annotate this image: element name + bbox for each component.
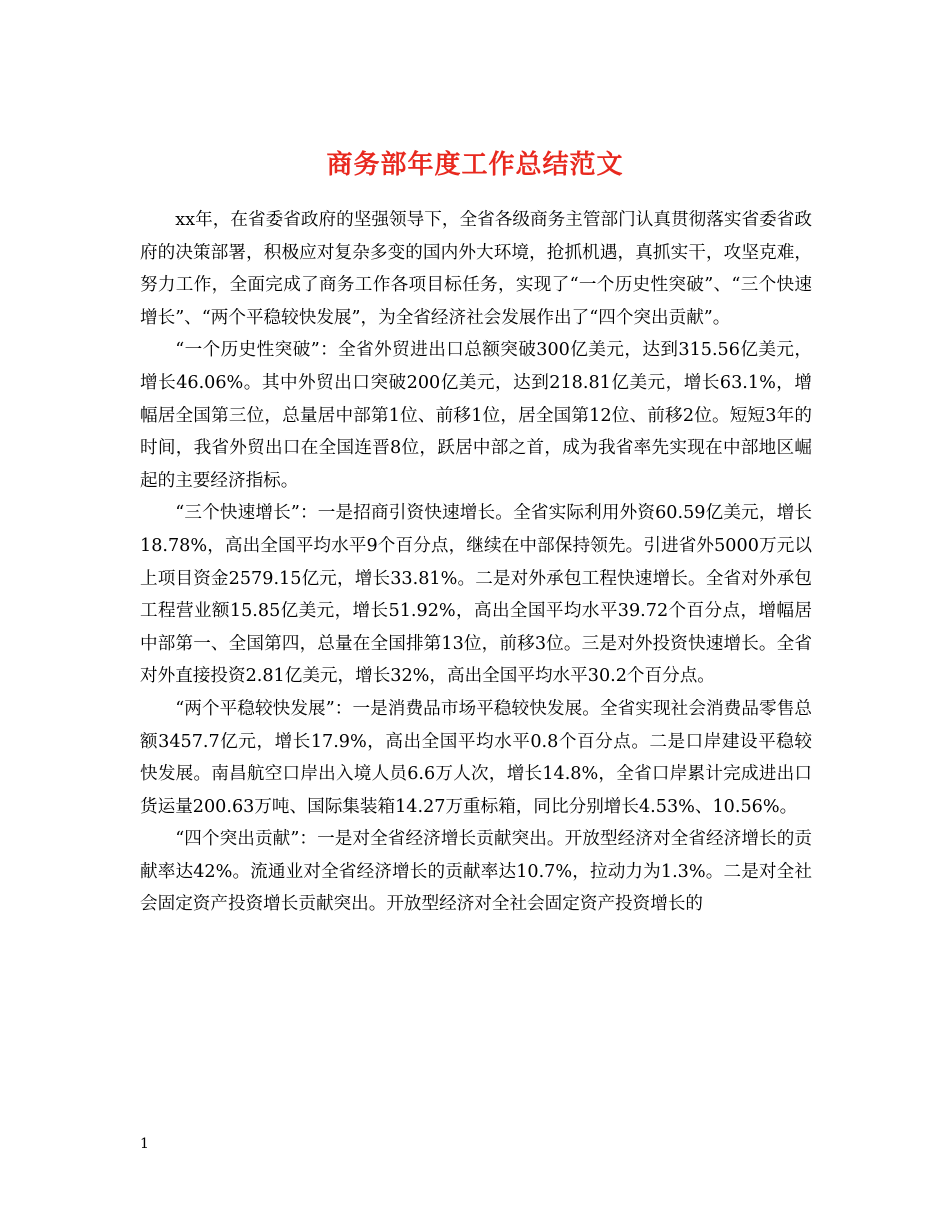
page-number: 1 [140, 1136, 149, 1152]
paragraph-intro: xx年，在省委省政府的坚强领导下，全省各级商务主管部门认真贯彻落实省委省政府的决策部署，积极应对复杂多变的国内外大环境，抢抓机遇，真抓实干，攻坚克难，努力工作，全面完成了商务工作各项目标任务，实现了“一个历史性突破”、“三个快速增长”、“两个平稳较快发展”，为全省经济社会发展作出了“四个突出贡献”。 [140, 210, 812, 328]
document-title: 商务部年度工作总结范文 [326, 150, 624, 181]
paragraph-two-steady-developments: “两个平稳较快发展”：一是消费品市场平稳较快发展。全省实现社会消费品零售总额3457.7亿元，增长17.9%，高出全国平均水平0.8个百分点。二是口岸建设平稳较快发展。南昌航空口岸出入境人员6.6万人次，增长14.8%，全省口岸累计完成进出口货运量200.63万吨、国际集装箱14.27万重标箱，同比分别增长4.53%、10.56%。 [140, 698, 812, 817]
paragraph-four-contributions: “四个突出贡献”：一是对全省经济增长贡献突出。开放型经济对全省经济增长的贡献率达42%。流通业对全省经济增长的贡献率达10.7%，拉动力为1.3%。二是对全社会固定资产投资增长贡献突出。开放型经济对全社会固定资产投资增长的 [140, 829, 812, 915]
paragraph-three-rapid-growths: “三个快速增长”：一是招商引资快速增长。全省实际利用外资60.59亿美元，增长18.78%，高出全国平均水平9个百分点，继续在中部保持领先。引进省外5000万元以上项目资金2579.15亿元，增长33.81%。二是对外承包工程快速增长。全省对外承包工程营业额15.85亿美元，增长51.92%，高出全国平均水平39.72个百分点，增幅居中部第一、全国第四，总量在全国排第13位，前移3位。三是对外投资快速增长。全省对外直接投资2.81亿美元，增长32%，高出全国平均水平30.2个百分点。 [140, 503, 812, 687]
paragraph-historic-breakthrough: “一个历史性突破”：全省外贸进出口总额突破300亿美元，达到315.56亿美元，增长46.06%。其中外贸出口突破200亿美元，达到218.81亿美元，增长63.1%，增幅居全国第三位，总量居中部第1位、前移1位，居全国第12位、前移2位。短短3年的时间，我省外贸出口在全国连晋8位，跃居中部之首，成为我省率先实现在中部地区崛起的主要经济指标。 [140, 340, 812, 491]
document-body [140, 204, 812, 921]
